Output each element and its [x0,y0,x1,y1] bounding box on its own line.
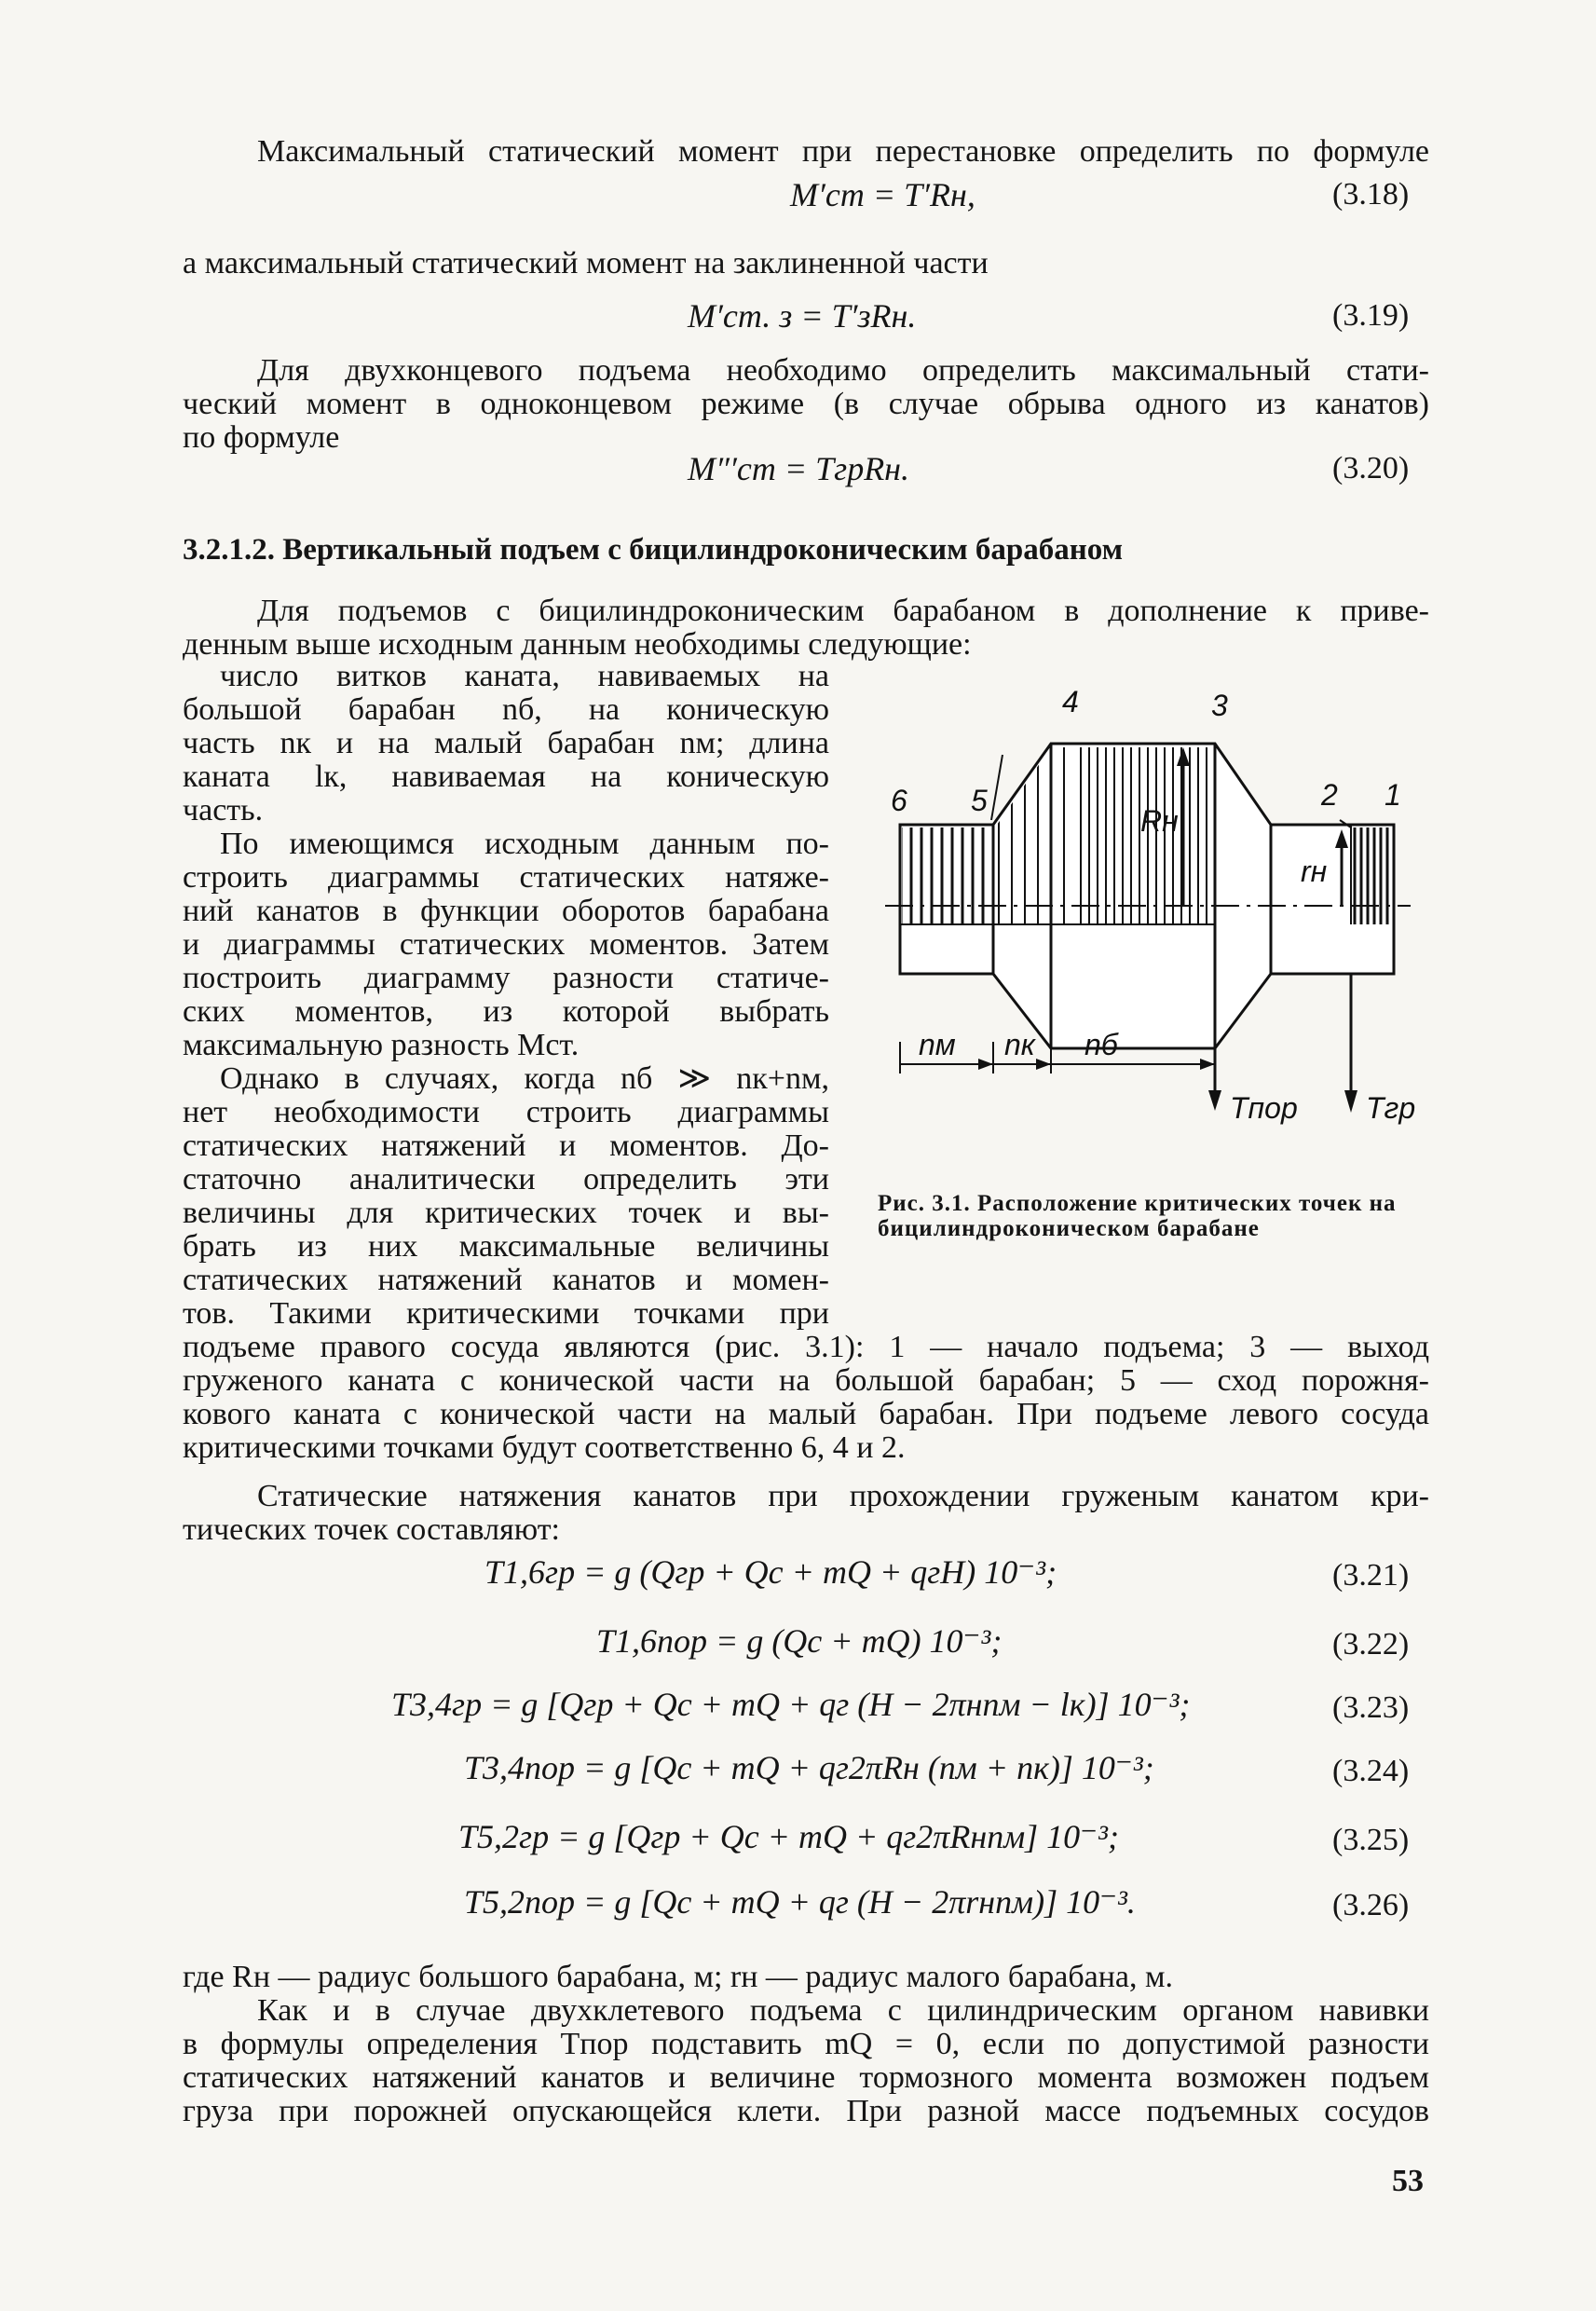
text-line: ских моментов, из которой выбрать [183,994,829,1029]
text-line: груженого каната с конической части на большой барабан; 5 — сход порожня- [183,1363,1429,1398]
equation-number: (3.21) [1332,1558,1410,1593]
text-line: и диаграммы статических моментов. Затем [183,927,829,962]
text-line: а максимальный статический момент на заклиненной части [183,246,989,280]
label-point-1: 1 [1385,778,1401,812]
text-line: максимальную разность Mст. [183,1028,580,1062]
text-line: Максимальный статический момент при перестановке определить по формуле [257,134,1429,169]
equation-3-21: T1,6гр = g (Qгр + Qс + mQ + qгH) 10⁻³; [484,1553,1057,1591]
equation-3-19: M′ст. з = T′зRн. [688,297,917,335]
text-line: построить диаграмму разности статиче- [183,961,829,995]
text-line: статочно аналитически определить эти [183,1162,829,1197]
label-tgr: Tгр [1366,1091,1416,1125]
text-line: Статические натяжения канатов при прохождении груженым канатом кри- [257,1479,1429,1513]
label-point-3: 3 [1211,690,1228,722]
text-line: критическими точками будут соответственно 6, 4 и 2. [183,1430,906,1465]
text-line: тических точек составляют: [183,1512,560,1547]
text-line: часть nк и на малый барабан nм; длина [183,726,829,760]
section-heading: 3.2.1.2. Вертикальный подъем с бицилиндроконическим барабаном [183,533,1124,567]
text-line: нет необходимости строить диаграммы [183,1095,829,1129]
text-line: Для подъемов с бицилиндроконическим барабаном в дополнение к приве- [257,594,1429,628]
small-drum-winding-left [902,827,989,924]
text-line: величины для критических точек и вы- [183,1196,829,1230]
text-line: ний канатов в функции оборотов барабана [183,894,829,928]
text-line: часть. [183,793,264,827]
label-nk: nк [1004,1028,1035,1061]
equation-number: (3.24) [1332,1754,1410,1788]
text-line: большой барабан nб, на коническую [183,692,829,727]
text-line: груза при порожней опускающейся клети. При разной массе подъемных сосудов [183,2094,1429,2128]
text-line: строить диаграммы статических натяже- [183,860,829,895]
equation-3-24: T3,4пор = g [Qс + mQ + qг2πRн (nм + nк)] 10⁻³; [464,1749,1154,1786]
text-line: денным выше исходным данным необходимы следующие: [183,627,972,662]
equation-3-20: M″′ст = TгрRн. [688,450,910,487]
label-point-4: 4 [1062,690,1079,718]
equation-number: (3.19) [1332,298,1410,333]
text-line: по формуле [183,420,340,455]
text-line: кового каната с конической части на малый барабан. При подъеме левого сосуда [183,1397,1429,1431]
equation-number: (3.22) [1332,1627,1410,1661]
text-line: Для двухконцевого подъема необходимо определить максимальный стати- [257,353,1429,388]
equation-3-23: T3,4гр = g [Qгр + Qс + mQ + qг (H − 2πнnм − lк)] 10⁻³; [391,1686,1191,1723]
equation-number: (3.20) [1332,451,1410,485]
figure-caption: Рис. 3.1. Расположение критических точек на бицилиндроконическом барабане [878,1191,1397,1241]
text-line: ческий момент в одноконцевом режиме (в случае обрыва одного из канатов) [183,387,1429,421]
equation-number: (3.26) [1332,1888,1410,1922]
equation-3-22: T1,6пор = g (Qс + mQ) 10⁻³; [596,1622,1003,1660]
equation-3-25: T5,2гр = g [Qгр + Qс + mQ + qг2πRнnм] 10⁻³; [458,1818,1119,1855]
label-nb: nб [1084,1028,1118,1061]
equation-number: (3.18) [1332,177,1410,212]
equation-number: (3.25) [1332,1823,1410,1857]
text-line: брать из них максимальные величины [183,1229,829,1264]
text-line: тов. Такими критическими точками при [183,1296,829,1331]
equation-number: (3.23) [1332,1690,1410,1725]
small-drum-winding-right [1351,827,1392,924]
text-line: в формулы определения Tпор подставить mQ = 0, если по допустимой разности [183,2027,1429,2061]
label-point-5: 5 [971,784,988,817]
text-line: каната lк, навиваемая на коническую [183,759,829,794]
equation-3-26: T5,2пор = g [Qс + mQ + qг (H − 2πrнnм)] 10⁻³. [464,1883,1136,1921]
label-nm: nм [919,1028,956,1061]
text-line: статических натяжений канатов и величине тормозного момента возможен подъем [183,2060,1429,2095]
label-rh-small: rн [1301,855,1328,888]
label-point-6: 6 [891,784,907,817]
text-line: где Rн — радиус большого барабана, м; rн — радиус малого барабана, м. [183,1960,1174,1994]
drum-figure [876,690,1416,1146]
equation-3-18: M′ст = T′Rн, [790,176,975,213]
text-line: Однако в случаях, когда nб ≫ nк+nм, [220,1061,829,1096]
page-number: 53 [1392,2164,1424,2198]
label-rh-big: Rн [1140,804,1179,838]
label-tpor: Tпор [1230,1091,1298,1125]
text-line: Как и в случае двухклетевого подъема с цилиндрическим органом навивки [257,1993,1429,2028]
text-line: подъеме правого сосуда являются (рис. 3.1): 1 — начало подъема; 3 — выход [183,1330,1429,1364]
text-line: По имеющимся исходным данным по- [220,827,829,861]
text-line: число витков каната, навиваемых на [220,659,829,693]
text-line: статических натяжений и моментов. До- [183,1128,829,1163]
conical-part-winding [995,747,1075,924]
label-point-2: 2 [1321,778,1338,812]
text-line: статических натяжений канатов и момен- [183,1263,829,1297]
